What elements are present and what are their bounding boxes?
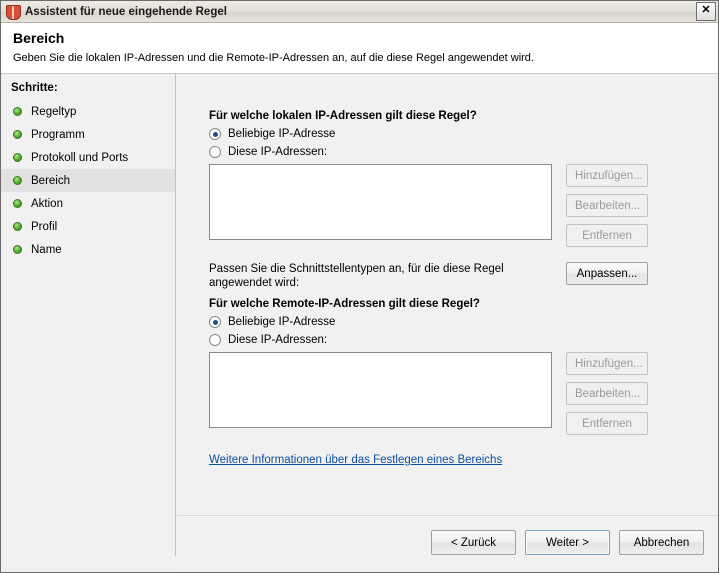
title-bar — [1, 1, 718, 23]
local-any-radio-row[interactable] — [209, 128, 704, 140]
bullet-icon — [13, 130, 22, 139]
back-button[interactable]: < Zurück — [431, 530, 516, 555]
sidebar-item-label: Protokoll und Ports — [31, 151, 129, 164]
radio-icon[interactable] — [209, 316, 221, 328]
remote-address-listbox[interactable] — [209, 352, 552, 428]
remote-add-button[interactable]: Hinzufügen... — [566, 352, 648, 375]
local-these-radio-row[interactable] — [209, 146, 704, 158]
shield-icon — [5, 4, 21, 20]
sidebar-item-label: Regeltyp — [31, 105, 77, 118]
remote-these-radio-row[interactable] — [209, 334, 704, 346]
remote-edit-button[interactable]: Bearbeiten... — [566, 382, 648, 405]
local-edit-button[interactable]: Bearbeiten... — [566, 194, 648, 217]
sidebar-item-regeltyp[interactable] — [1, 100, 175, 123]
cancel-button[interactable]: Abbrechen — [619, 530, 704, 555]
page-subtitle: Geben Sie die lokalen IP-Adressen und die Remote-IP-Adressen an, auf die diese Regel angewendet wird. — [13, 52, 534, 64]
wizard-body — [1, 74, 718, 556]
steps-sidebar — [1, 74, 176, 556]
close-icon[interactable]: ✕ — [696, 2, 716, 21]
local-remove-button[interactable]: Entfernen — [566, 224, 648, 247]
interface-note: Passen Sie die Schnittstellentypen an, für die diese Regel angewendet wird: — [209, 263, 504, 289]
sidebar-item-aktion[interactable] — [1, 192, 175, 215]
radio-icon[interactable] — [209, 128, 221, 140]
scope-help-link[interactable]: Weitere Informationen über das Festlegen eines Bereichs — [209, 454, 503, 466]
bullet-icon — [13, 153, 22, 162]
remote-remove-button[interactable]: Entfernen — [566, 412, 648, 435]
sidebar-item-protokoll-und-ports[interactable] — [1, 146, 175, 169]
local-address-buttons — [566, 164, 648, 254]
sidebar-item-label: Bereich — [31, 174, 70, 187]
bullet-icon — [13, 222, 22, 231]
sidebar-item-label: Name — [31, 243, 62, 256]
customize-button[interactable]: Anpassen... — [566, 262, 648, 285]
steps-title: Schritte: — [11, 82, 58, 94]
next-button[interactable]: Weiter > — [525, 530, 610, 555]
remote-these-label: Diese IP-Adressen: — [228, 334, 328, 346]
sidebar-item-bereich[interactable] — [1, 169, 175, 192]
bullet-icon — [13, 176, 22, 185]
sidebar-item-label: Programm — [31, 128, 85, 141]
local-add-button[interactable]: Hinzufügen... — [566, 164, 648, 187]
bullet-icon — [13, 107, 22, 116]
help-link-row — [209, 454, 704, 466]
remote-question: Für welche Remote-IP-Adressen gilt diese Regel? — [209, 298, 480, 310]
local-these-label: Diese IP-Adressen: — [228, 146, 328, 158]
header-band — [1, 23, 718, 74]
local-address-area — [209, 164, 704, 254]
remote-any-label: Beliebige IP-Adresse — [228, 316, 336, 328]
bullet-icon — [13, 199, 22, 208]
local-address-listbox[interactable] — [209, 164, 552, 240]
radio-icon[interactable] — [209, 334, 221, 346]
sidebar-item-programm[interactable] — [1, 123, 175, 146]
local-question: Für welche lokalen IP-Adressen gilt diese Regel? — [209, 110, 477, 122]
sidebar-item-name[interactable] — [1, 238, 175, 261]
interface-customize-row — [209, 262, 704, 290]
sidebar-item-profil[interactable] — [1, 215, 175, 238]
remote-address-area — [209, 352, 704, 442]
remote-any-radio-row[interactable] — [209, 316, 704, 328]
remote-address-buttons — [566, 352, 648, 442]
page-title: Bereich — [13, 30, 65, 46]
bullet-icon — [13, 245, 22, 254]
sidebar-item-label: Aktion — [31, 197, 63, 210]
local-any-label: Beliebige IP-Adresse — [228, 128, 336, 140]
footer-bar — [177, 515, 718, 572]
window-title: Assistent für neue eingehende Regel — [25, 5, 227, 18]
sidebar-item-label: Profil — [31, 220, 58, 233]
radio-icon[interactable] — [209, 146, 221, 158]
content-pane — [176, 74, 718, 556]
